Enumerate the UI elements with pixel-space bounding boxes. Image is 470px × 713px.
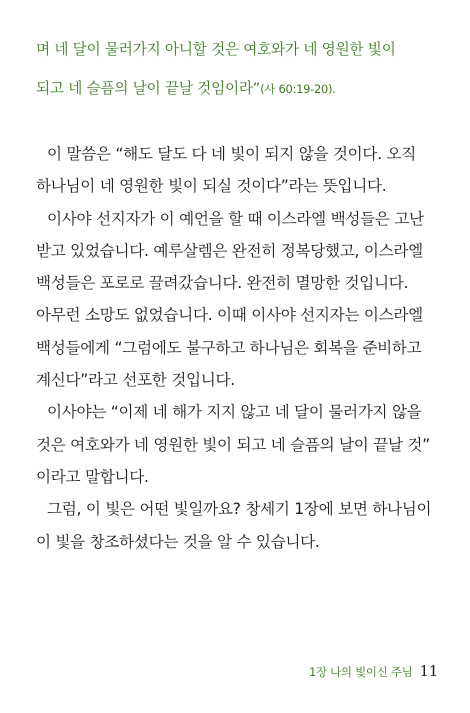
chapter-title: 1장 나의 빛이신 주님 — [308, 665, 413, 679]
body-line: 백성들은 포로로 끌려갔습니다. 완전히 멸망한 것입니다. — [36, 274, 409, 293]
body-line: 아무런 소망도 없었습니다. 이때 이사야 선지자는 이스라엘 — [36, 306, 423, 325]
body-line: 이 빛을 창조하셨다는 것을 알 수 있습니다. — [36, 532, 320, 551]
scripture-quote — [36, 30, 446, 109]
page-number: 11 — [419, 662, 438, 680]
body-line: 이 말씀은 “해도 달도 다 네 빛이 되지 않을 것이다. 오직 — [47, 145, 417, 163]
body-line: 하나님이 네 영원한 빛이 되실 것이다”라는 뜻입니다. — [36, 177, 387, 196]
quote-line-2-text: 되고 네 슬픔의 날이 끝날 것임이라” — [36, 80, 261, 97]
body-paragraphs — [36, 138, 456, 558]
body-line: 이사야 선지자가 이 예언을 할 때 이스라엘 백성들은 고난 — [47, 209, 424, 228]
quote-line-2 — [36, 69, 446, 109]
quote-line-1: 며 네 달이 물러가지 아니할 것은 여호와가 네 영원한 빛이 — [36, 41, 396, 58]
body-line: 받고 있었습니다. 예루살렘은 완전히 정복당했고, 이스라엘 — [36, 241, 423, 260]
body-line: 백성들에게 “그럼에도 불구하고 하나님은 회복을 준비하고 — [36, 338, 422, 357]
page-footer — [309, 662, 438, 680]
scripture-reference: (사 60:19-20). — [260, 82, 336, 96]
body-line: 이라고 말합니다. — [36, 467, 149, 486]
body-line: 그럼, 이 빛은 어떤 빛일까요? 창세기 1장에 보면 하나님이 — [47, 500, 432, 519]
body-line: 이사야는 “이제 네 해가 지지 않고 네 달이 물러가지 않을 — [47, 403, 422, 422]
body-line: 계신다”라고 선포한 것입니다. — [36, 371, 235, 390]
body-line: 것은 여호와가 네 영원한 빛이 되고 네 슬픔의 날이 끝날 것” — [36, 435, 430, 454]
